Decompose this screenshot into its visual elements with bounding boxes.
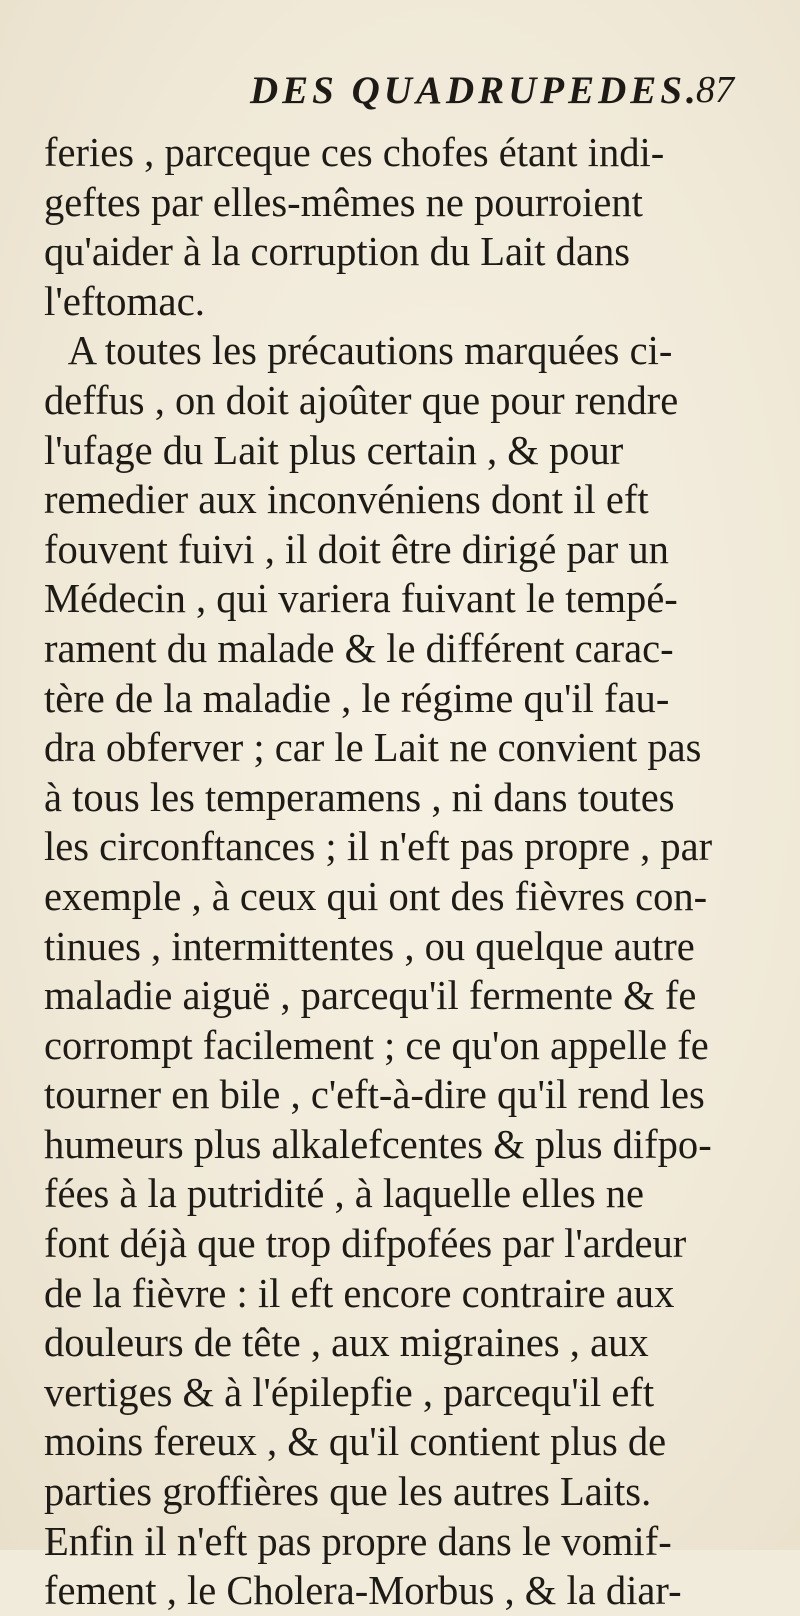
- text-line: dra obferver ; car le Lait ne convient pas: [44, 724, 702, 771]
- text-line: fement , le Cholera-Morbus , & la diar-: [44, 1567, 682, 1614]
- text-line: fouvent fuivi , il doit être dirigé par un: [44, 525, 669, 572]
- text-line: font déjà que trop difpofées par l'ardeur: [44, 1220, 687, 1267]
- text-line: geftes par elles-mêmes ne pourroient: [44, 178, 643, 225]
- text-line: de la fièvre : il eft encore contraire aux: [44, 1269, 675, 1316]
- text-line: tère de la maladie , le régime qu'il fau-: [44, 674, 670, 721]
- paragraph-start-line: A toutes les précautions marquées ci-: [67, 327, 673, 374]
- text-line: humeurs plus alkalefcentes & plus difpo-: [44, 1120, 712, 1167]
- page-number: 87: [696, 69, 734, 111]
- text-line: tinues , intermittentes , ou quelque autre: [44, 922, 695, 969]
- text-line: parties groffières que les autres Laits.: [44, 1468, 652, 1515]
- body-text: [44, 128, 764, 1616]
- text-line: feries , parceque ces chofes étant indi-: [44, 129, 665, 175]
- text-line: maladie aiguë , parcequ'il fermente & fe: [44, 972, 697, 1019]
- text-line: vertiges & à l'épilepfie , parcequ'il eft: [44, 1368, 655, 1415]
- text-line: tourner en bile , c'eft-à-dire qu'il rend les: [44, 1071, 705, 1118]
- text-line: douleurs de tête , aux migraines , aux: [44, 1319, 649, 1366]
- text-line: Enfin il n'eft pas propre dans le vomif-: [44, 1517, 672, 1564]
- text-line: remedier aux inconvéniens dont il eft: [44, 476, 649, 523]
- text-line: moins fereux , & qu'il contient plus de: [44, 1418, 667, 1465]
- text-line: deffus , on doit ajoûter que pour rendre: [44, 376, 679, 423]
- text-line: fées à la putridité , à laquelle elles ne: [44, 1170, 645, 1217]
- running-title: DES QUADRUPEDES.: [250, 69, 700, 112]
- page-header: [250, 68, 750, 118]
- text-line: exemple , à ceux qui ont des fièvres con-: [44, 872, 708, 919]
- text-line: les circonftances ; il n'eft pas propre , par: [44, 823, 713, 870]
- text-line: corrompt facilement ; ce qu'on appelle fe: [44, 1021, 709, 1068]
- text-line: Médecin , qui variera fuivant le tempé-: [44, 575, 678, 622]
- text-line: qu'aider à la corruption du Lait dans: [44, 228, 631, 275]
- text-line: l'eftomac.: [44, 277, 206, 324]
- text-line: l'ufage du Lait plus certain , & pour: [44, 426, 624, 473]
- text-line: rament du malade & le différent carac-: [44, 624, 674, 671]
- text-line: à tous les temperamens , ni dans toutes: [44, 773, 675, 820]
